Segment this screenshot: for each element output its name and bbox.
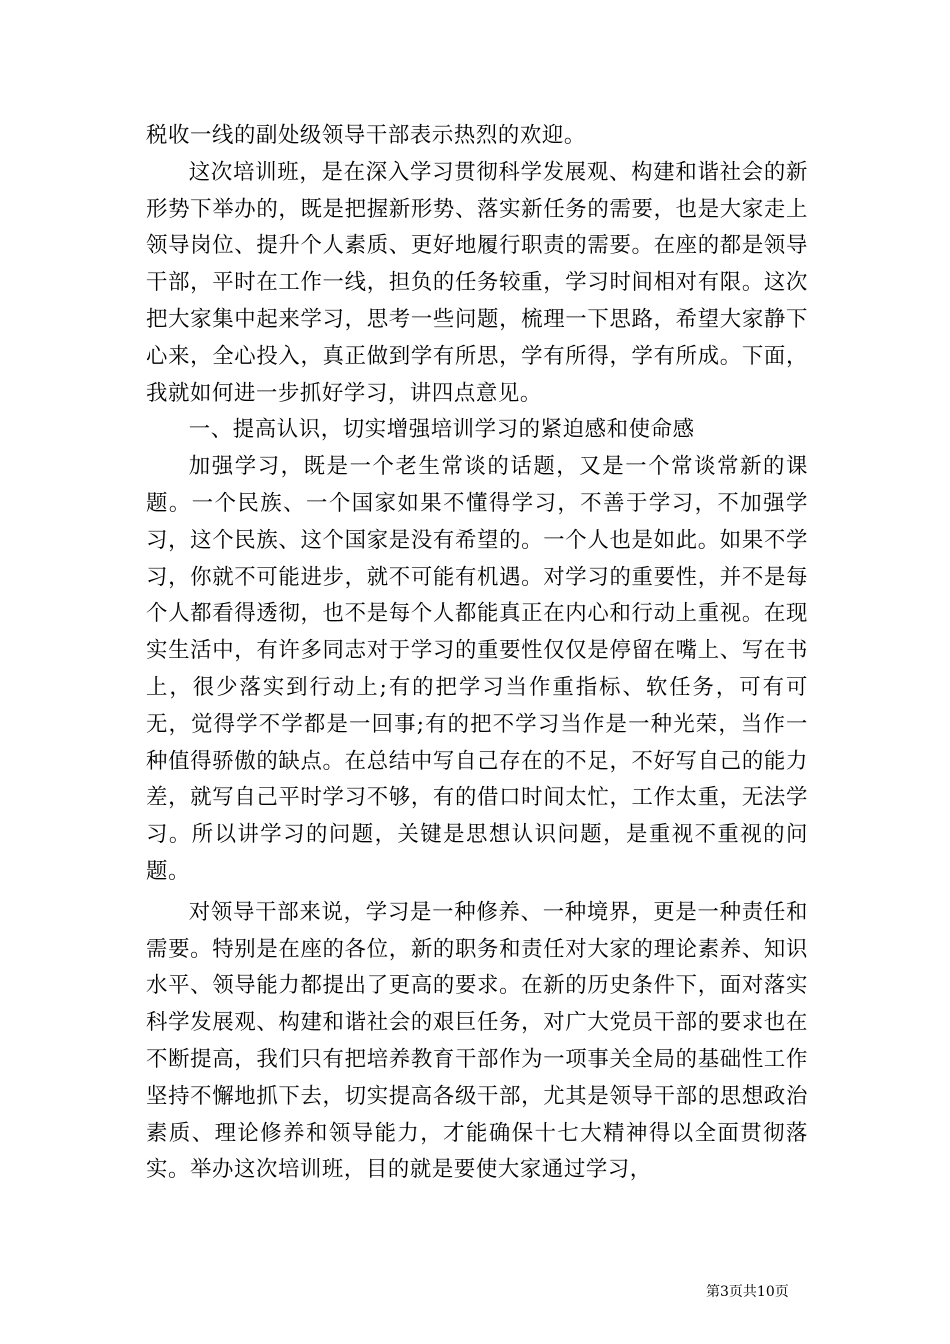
paragraph-training-purpose: 这次培训班，是在深入学习贯彻科学发展观、构建和谐社会的新形势下举办的，既是把握新形势、落实新任务的需要，也是大家走上领导岗位、提升个人素质、更好地履行职责的需要。在座的都是领导干部，平时在工作一线，担负的任务较重，学习时间相对有限。这次把大家集中起来学习，思考一些问题，梳理一下思路，希望大家静下心来，全心投入，真正做到学有所思，学有所得，学有所成。下面，我就如何进一步抓好学习，讲四点意见。 bbox=[146, 159, 808, 406]
paragraph-leader-responsibility: 对领导干部来说，学习是一种修养、一种境界，更是一种责任和需要。特别是在座的各位，新的职务和责任对大家的理论素养、知识水平、领导能力都提出了更高的要求。在新的历史条件下，面对落实科学发展观、构建和谐社会的艰巨任务，对广大党员干部的要求也在不断提高，我们只有把培养教育干部作为一项事关全局的基础性工作坚持不懈地抓下去，切实提高各级干部，尤其是领导干部的思想政治素质、理论修养和领导能力，才能确保十七大精神得以全面贯彻落实。举办这次培训班，目的就是要使大家通过学习， bbox=[146, 899, 808, 1183]
paragraph-continuation: 税收一线的副处级领导干部表示热烈的欢迎。 bbox=[146, 123, 586, 148]
page-number-footer: 第3页共10页 bbox=[706, 1284, 789, 1300]
paragraph-learning-importance: 加强学习，既是一个老生常谈的话题，又是一个常谈常新的课题。一个民族、一个国家如果不懂得学习，不善于学习，不加强学习，这个民族、这个国家是没有希望的。一个人也是如此。如果不学习，你就不可能进步，就不可能有机遇。对学习的重要性，并不是每个人都看得透彻，也不是每个人都能真正在内心和行动上重视。在现实生活中，有许多同志对于学习的重要性仅仅是停留在嘴上、写在书上，很少落实到行动上;有的把学习当作重指标、软任务，可有可无，觉得学不学都是一回事;有的把不学习当作是一种光荣，当作一种值得骄傲的缺点。在总结中写自己存在的不足，不好写自己的能力差，就写自己平时学习不够，有的借口时间太忙，工作太重，无法学习。所以讲学习的问题，关键是思想认识问题，是重视不重视的问题。 bbox=[146, 454, 808, 884]
document-body bbox=[146, 118, 808, 1189]
section-heading-1: 一、提高认识，切实增强培训学习的紧迫感和使命感 bbox=[188, 417, 695, 443]
